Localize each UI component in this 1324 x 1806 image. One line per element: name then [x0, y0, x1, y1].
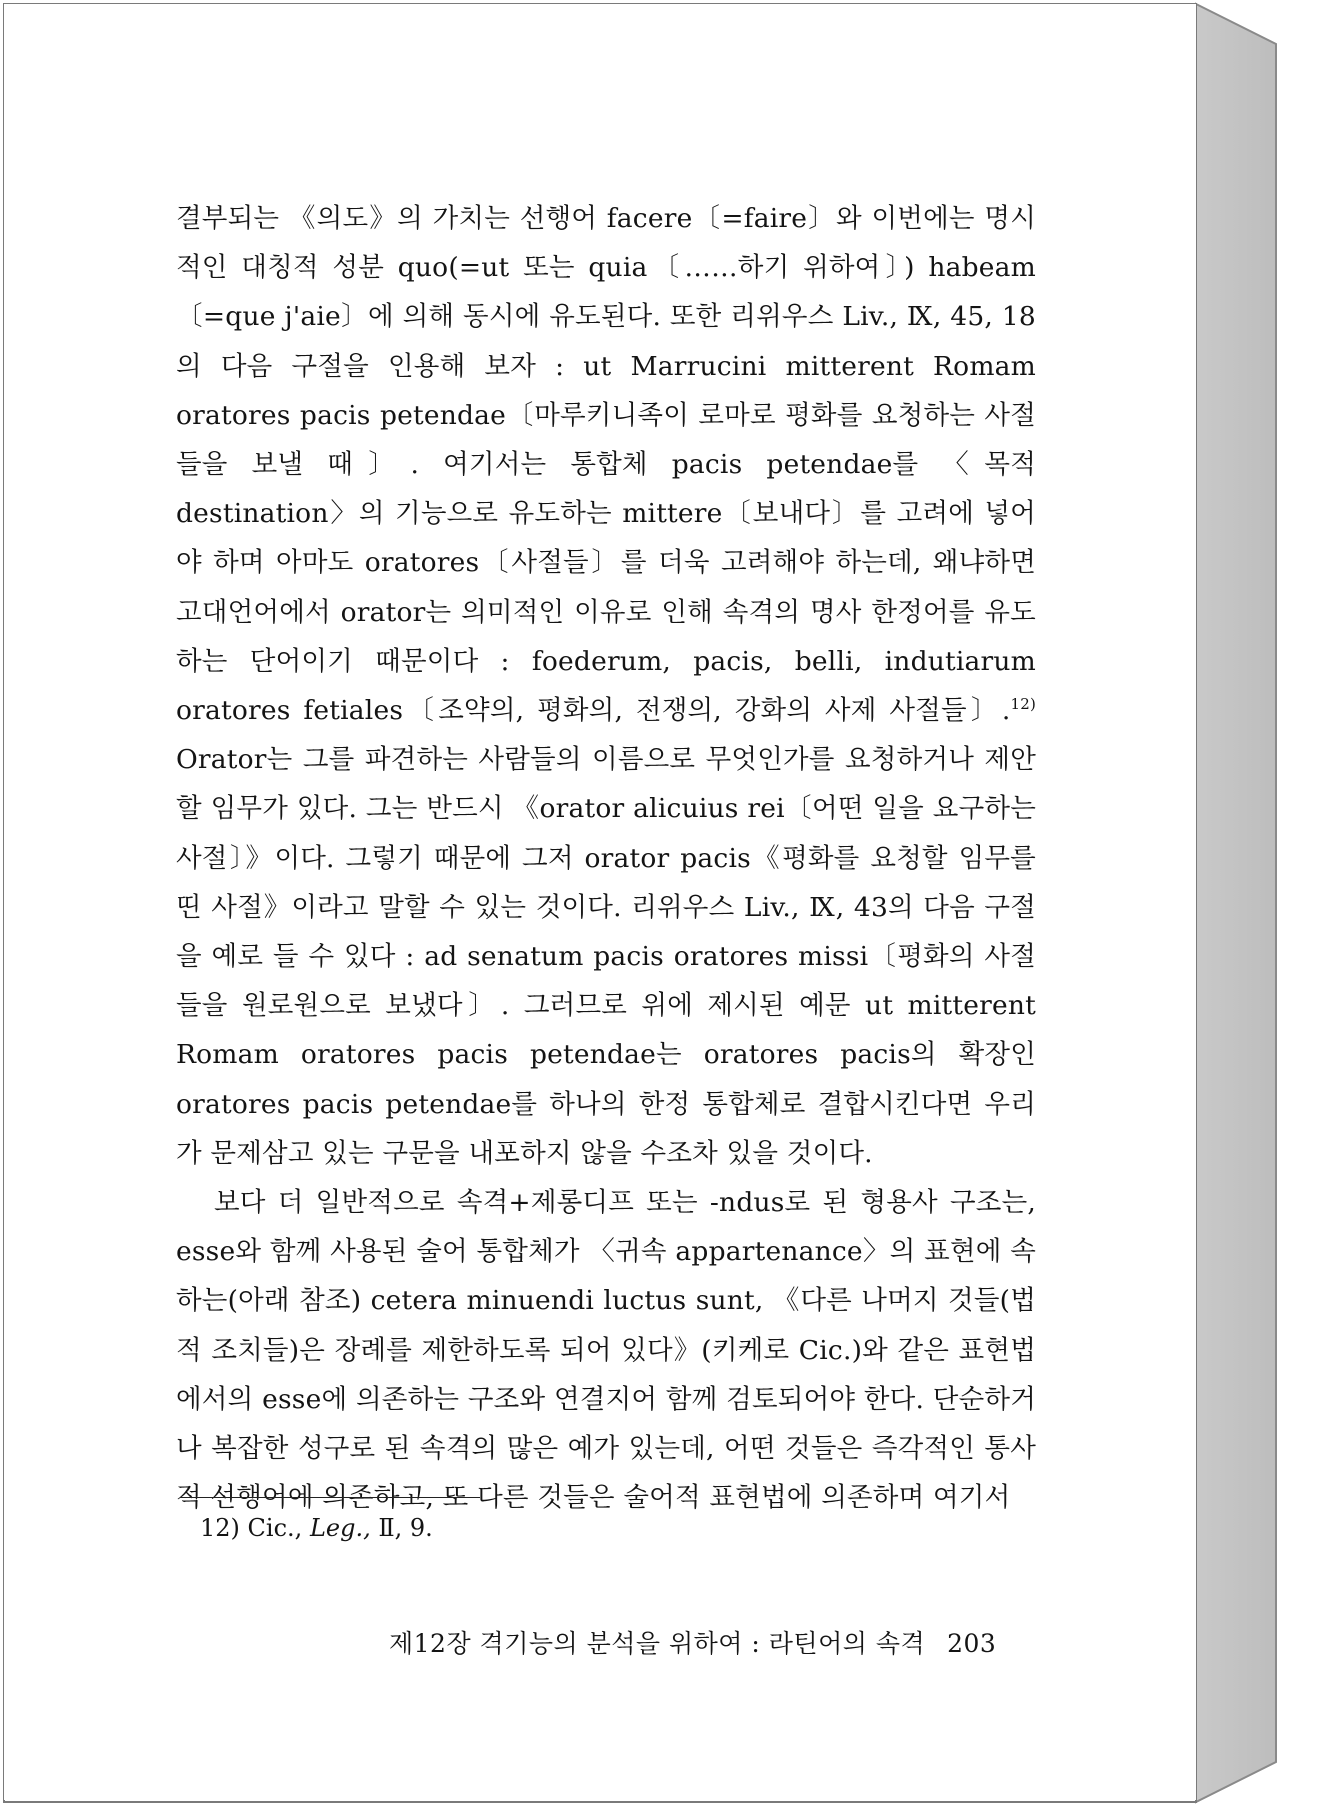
footnote-ref: Ⅱ, 9.	[378, 1514, 433, 1542]
paragraph-1-continuation: Orator는 그를 파견하는 사람들의 이름으로 무엇인가를 요청하거나 제안할 임무가 있다. 그는 반드시 《orator alicuius rei〔어떤 일을 요구하는 사절〕》이다. 그렇기 때문에 그저 orator pacis《평화를 요청할 임무를 띤 사절》이라고 말할 수 있는 것이다. 리위우스 Liv., Ⅸ, 43의 다음 구절을 예로 들 수 있다 : ad senatum pacis oratores missi〔평화의 사절들을 원로원으로 보냈다〕. 그러므로 위에 제시된 예문 ut mitterent Romam oratores pacis petendae는 oratores pacis의 확장인 oratores pacis petendae를 하나의 한정 통합체로 결합시킨다면 우리가 문제삼고 있는 구문을 내포하지 않을 수조차 있을 것이다.	[176, 744, 1036, 1169]
footnote-marker: 12)	[1010, 695, 1036, 714]
footnote-work: Leg.,	[309, 1514, 371, 1542]
footnote	[200, 1514, 433, 1542]
paragraph-1-text: 결부되는 《의도》의 가치는 선행어 facere〔=faire〕와 이번에는 명시적인 대칭적 성분 quo(=ut 또는 quia〔……하기 위하여〕) habeam〔=que j'aie〕에 의해 동시에 유도된다. 또한 리위우스 Liv., Ⅸ, 45, 18의 다음 구절을 인용해 보자 : ut Marrucini mitterent Romam oratores pacis petendae〔마루키니족이 로마로 평화를 요청하는 사절들을 보낼 때〕. 여기서는 통합체 pacis petendae를 〈목적 destination〉의 기능으로 유도하는 mittere〔보내다〕를 고려에 넣어야 하며 아마도 oratores〔사절들〕를 더욱 고려해야 하는데, 왜냐하면 고대언어에서 orator는 의미적인 이유로 인해 속격의 명사 한정어를 유도하는 단어이기 때문이다 : foederum, pacis, belli, indutiarum oratores fetiales〔조약의, 평화의, 전쟁의, 강화의 사제 사절들〕.	[176, 203, 1036, 727]
footnote-divider	[180, 1497, 480, 1498]
document-page	[4, 4, 1196, 1800]
page-number: 203	[947, 1629, 997, 1658]
paragraph-2: 보다 더 일반적으로 속격+제롱디프 또는 -ndus로 된 형용사 구조는, esse와 함께 사용된 술어 통합체가 〈귀속 appartenance〉의 표현에 속하는(아래 참조) cetera minuendi luctus sunt, 《다른 나머지 것들(법적 조치들)은 장례를 제한하도록 되어 있다》(키케로 Cic.)와 같은 표현법에서의 esse에 의존하는 구조와 연결지어 함께 검토되어야 한다. 단순하거나 복잡한 성구로 된 속격의 많은 예가 있는데, 어떤 것들은 즉각적인 통사적 선행어에 의존하고, 또 다른 것들은 술어적 표현법에 의존하며 여기서	[176, 1187, 1036, 1514]
footnote-number: 12)	[200, 1514, 240, 1542]
footnote-source: Cic.,	[247, 1514, 303, 1542]
body-text	[176, 194, 1036, 1522]
chapter-title: 제12장 격기능의 분석을 위하여 : 라틴어의 속격	[389, 1629, 926, 1658]
book-spine-edge	[1196, 4, 1276, 1802]
paragraph-1	[176, 194, 1036, 1178]
running-footer	[389, 1624, 996, 1660]
